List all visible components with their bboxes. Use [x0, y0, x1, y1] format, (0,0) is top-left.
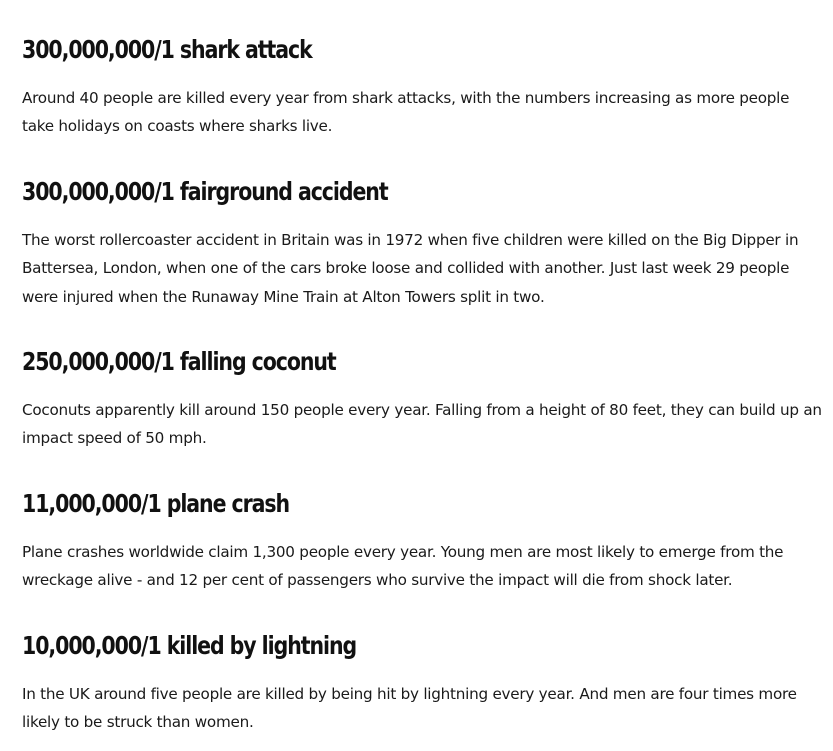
- section-paragraph-falling-coconut: Coconuts apparently kill around 150 people every year. Falling from a height of 80 feet, they can build up an impact speed of 50 mph.: [22, 401, 822, 448]
- section-paragraph-plane-crash: Plane crashes worldwide claim 1,300 people every year. Young men are most likely to emerge from the wreckage alive - and 12 per cent of passengers who survive the impact will die from shock later.: [22, 543, 784, 590]
- section-paragraph-killed-by-lightning: In the UK around five people are killed by being hit by lightning every year. And men are four times more likely to be struck than women.: [22, 685, 797, 732]
- section-heading-plane-crash: 11,000,000/1 plane crash: [22, 489, 290, 518]
- section-heading-fairground-accident: 300,000,000/1 fairground accident: [22, 177, 388, 206]
- section-heading-killed-by-lightning: 10,000,000/1 killed by lightning: [22, 631, 357, 660]
- section-paragraph-shark-attack: Around 40 people are killed every year from shark attacks, with the numbers increasing as more people take holidays on coasts where sharks live.: [22, 89, 790, 136]
- section-paragraph-fairground-accident: The worst rollercoaster accident in Britain was in 1972 when five children were killed on the Big Dipper in Battersea, London, when one of the cars broke loose and collided with another. Just last week 29 people were injured when the Runaway Mine Train at Alton Towers split in two.: [22, 231, 799, 306]
- section-heading-shark-attack: 300,000,000/1 shark attack: [22, 35, 312, 64]
- section-heading-falling-coconut: 250,000,000/1 falling coconut: [22, 347, 336, 376]
